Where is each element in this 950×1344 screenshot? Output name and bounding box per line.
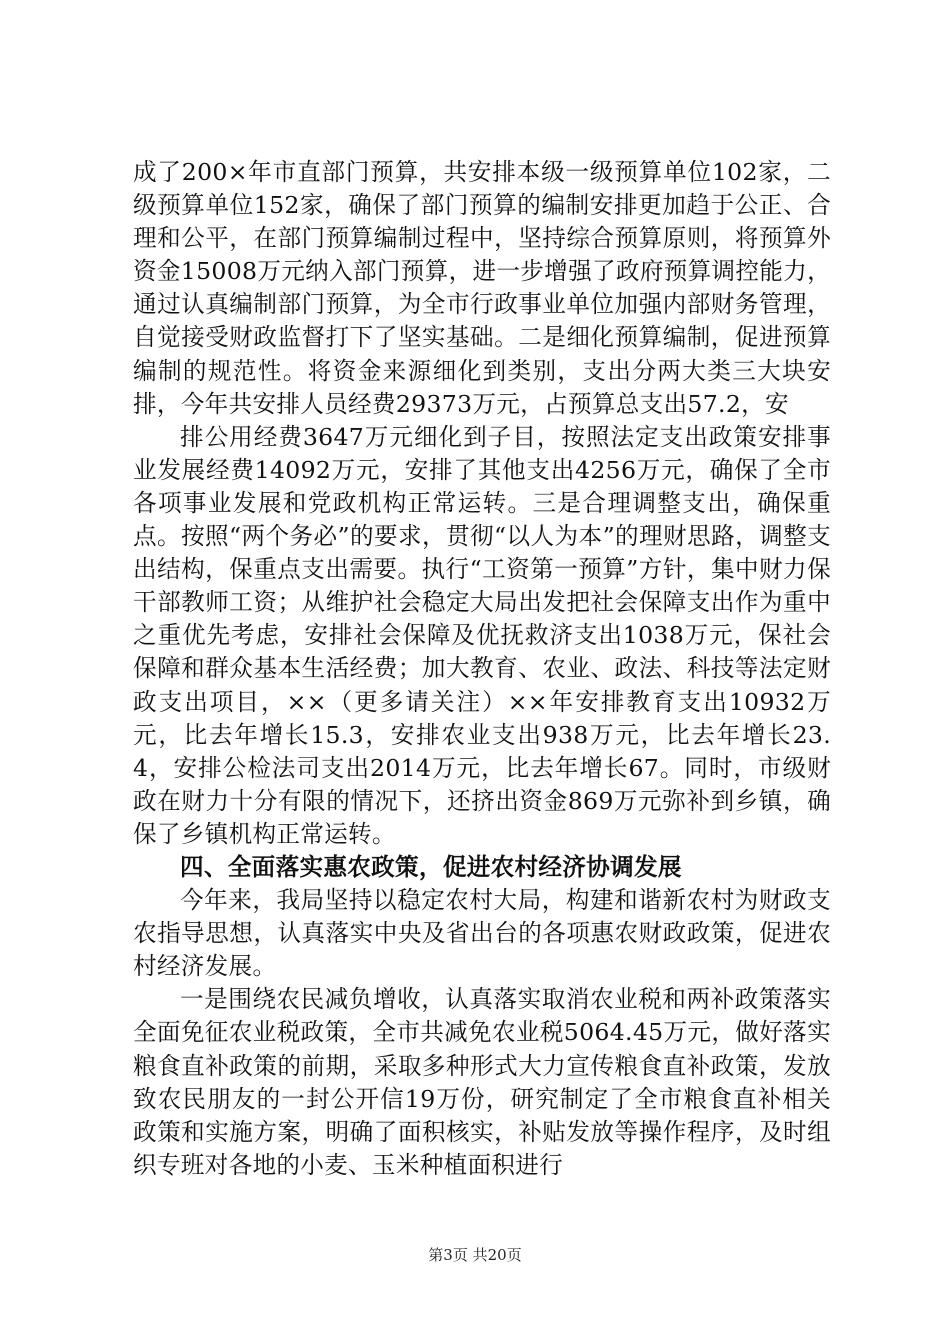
section-heading-agriculture-policy: 四、全面落实惠农政策，促进农村经济协调发展 xyxy=(180,852,682,881)
paragraph-tax-relief: 一是围绕农民减负增收，认真落实取消农业税和两补政策落实全面免征农业税政策，全市共减免农业税5064.45万元，做好落实粮食直补政策的前期，采取多种形式大力宣传粮食直补政策，发放致农民朋友的一封公开信19万份，研究制定了全市粮食直补相关政策和实施方案，明确了面积核实，补贴发放等操作程序，及时组织专班对各地的小麦、玉米种植面积进行 xyxy=(133,985,831,1179)
paragraph-agriculture-intro: 今年来，我局坚持以稳定农村大局，构建和谐新农村为财政支农指导思想，认真落实中央及省出台的各项惠农财政政策，促进农村经济发展。 xyxy=(133,886,831,981)
page-footer xyxy=(0,1245,950,1265)
document-body xyxy=(133,156,831,1182)
paragraph-budget-continued: 成了200×年市直部门预算，共安排本级一级预算单位102家，二级预算单位152家，确保了部门预算的编制安排更加趋于公正、合理和公平，在部门预算编制过程中，坚持综合预算原则，将预算外资金15008万元纳入部门预算，进一步增强了政府预算调控能力，通过认真编制部门预算，为全市行政事业单位加强内部财务管理，自觉接受财政监督打下了坚实基础。二是细化预算编制，促进预算编制的规范性。将资金来源细化到类别，支出分两大类三大块安排，今年共安排人员经费29373万元，占预算总支出57.2，安 xyxy=(133,158,831,418)
page-number-label: 第3页 共20页 xyxy=(428,1246,522,1264)
paragraph-public-expenses: 排公用经费3647万元细化到子目，按照法定支出政策安排事业发展经费14092万元，安排了其他支出4256万元，确保了全市各项事业发展和党政机构正常运转。三是合理调整支出，确保重点。按照“两个务必”的要求，贯彻“以人为本”的理财思路，调整支出结构，保重点支出需要。执行“工资第一预算”方针，集中财力保干部教师工资；从维护社会稳定大局出发把社会保障支出作为重中之重优先考虑，安排社会保障及优抚救济支出1038万元，保社会保障和群众基本生活经费；加大教育、农业、政法、科技等法定财政支出项目，××（更多请关注）××年安排教育支出10932万元，比去年增长15.3，安排农业支出938万元，比去年增长23.4，安排公检法司支出2014万元，比去年增长67。同时，市级财政在财力十分有限的情况下，还挤出资金869万元弥补到乡镇，确保了乡镇机构正常运转。 xyxy=(133,422,831,848)
